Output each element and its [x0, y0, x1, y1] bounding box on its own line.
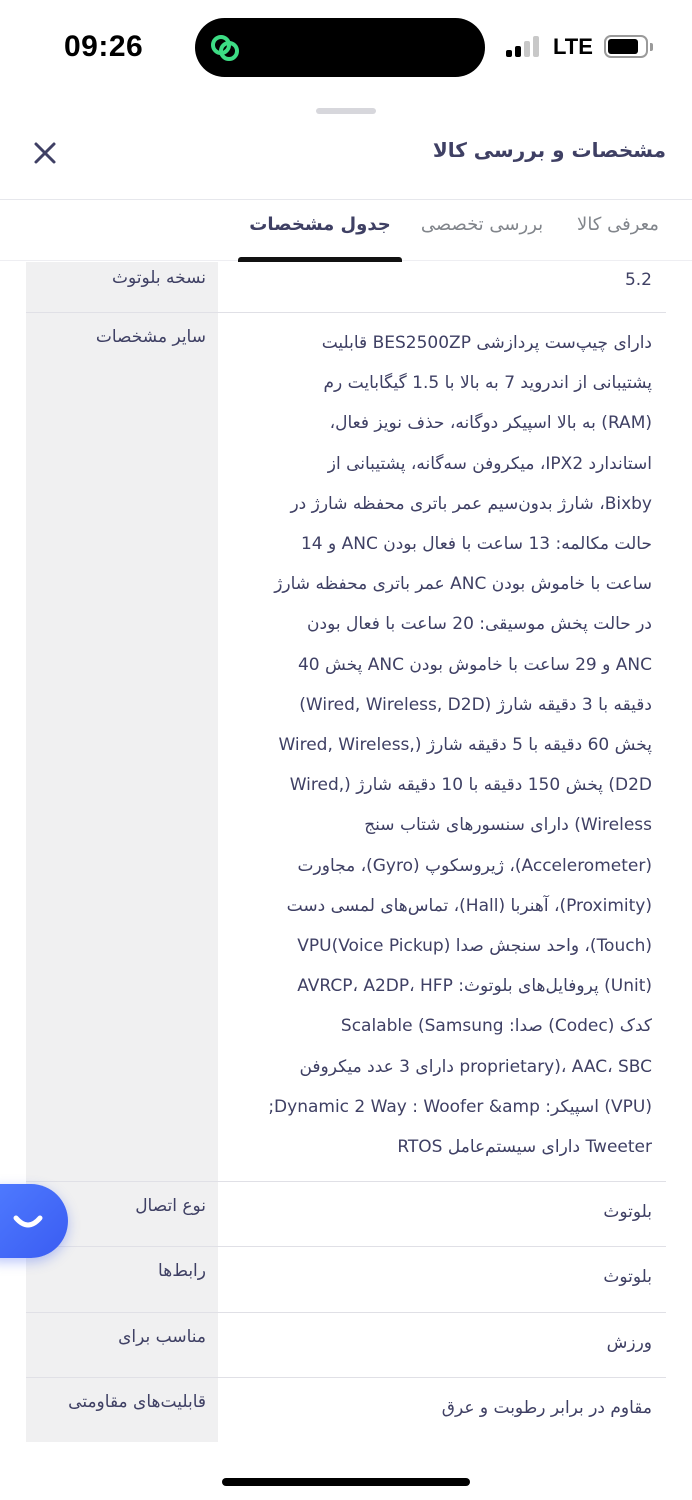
spec-value: ورزش [606, 1332, 652, 1353]
spec-value-line: کدک (Codec) صدا: Scalable (Samsung [340, 1016, 652, 1037]
spec-value-line: ANC و 29 ساعت با خاموش بودن ANC پخش 40 [297, 654, 652, 675]
status-bar [0, 0, 692, 95]
spec-row-resistance [26, 1378, 666, 1442]
tab-label: معرفی کالا [577, 214, 659, 235]
spec-value-line: proprietary)، AAC، SBC دارای 3 عدد میکروفن [299, 1056, 652, 1077]
spec-value-line: D2D) پخش 150 دقیقه با 10 دقیقه شارژ (,Wired [289, 775, 652, 796]
spec-row-bluetooth-version [26, 262, 666, 313]
spec-value: بلوتوث [603, 1202, 652, 1223]
spec-value-line: دارای چیپ‌ست پردازشی BES2500ZP قابلیت [321, 333, 652, 353]
spec-key: قابلیت‌های مقاومتی [26, 1378, 218, 1442]
spec-value-line: استاندارد IPX2، میکروفن سه‌گانه، پشتیبانی از [327, 453, 652, 474]
spec-value: مقاوم در برابر رطوبت و عرق [441, 1397, 652, 1418]
spec-table [26, 262, 666, 1442]
spec-value-line: دقیقه با 3 دقیقه شارژ (Wired, Wireless, D2D) [299, 694, 652, 715]
tab-expert-review[interactable] [412, 201, 552, 261]
spec-value-line: ساعت با خاموش بودن ANC عمر باتری محفظه شارژ [274, 574, 652, 595]
status-time: 09:26 [64, 30, 144, 63]
home-indicator[interactable] [222, 1478, 470, 1486]
spec-value-line: Tweeter دارای سیستم‌عامل RTOS [397, 1137, 652, 1158]
spec-value-line: Wireless) دارای سنسورهای شتاب سنج [364, 815, 652, 836]
spec-value-line: (Touch)، واحد سنجش صدا (VPU(Voice Pickup [297, 936, 652, 957]
tab-specifications[interactable] [238, 201, 402, 261]
spec-row-connection-type [26, 1182, 666, 1247]
spec-value-line: (Proximity)، آهنربا (Hall)، تماس‌های لمسی دست [286, 895, 652, 916]
tab-label: جدول مشخصات [249, 214, 391, 235]
spec-value-line: در حالت پخش موسیقی: 20 ساعت با فعال بودن [307, 614, 652, 635]
spec-key: سایر مشخصات [26, 313, 218, 1181]
spec-value-line: پخش 60 دقیقه با 5 دقیقه شارژ (,Wired, Wireless [278, 735, 652, 756]
dynamic-island [195, 18, 485, 77]
spec-key: نسخه بلوتوث [26, 262, 218, 312]
spec-value-line: پشتیبانی از اندروید 7 به بالا با 1.5 گیگابایت رم [323, 373, 652, 394]
cellular-signal-icon [506, 35, 544, 57]
tab-label: بررسی تخصصی [420, 214, 544, 235]
spec-value-line: (VPU) اسپیکر: Dynamic 2 Way : Woofer &amp; [268, 1096, 652, 1117]
link-activity-icon [207, 30, 243, 66]
spec-value-line: (Unit) پروفایل‌های بلوتوث: AVRCP، A2DP، HFP [297, 976, 652, 997]
spec-value-line: (RAM) به بالا اسپیکر دوگانه، حذف نویز فعال، [329, 413, 652, 434]
spec-value-line: حالت مکالمه: 13 ساعت با فعال بودن ANC و 14 [300, 534, 652, 555]
chat-smile-icon [12, 1206, 44, 1236]
spec-row-interfaces [26, 1247, 666, 1312]
tab-introduction[interactable] [562, 201, 674, 261]
sheet-grabber[interactable] [316, 108, 376, 114]
close-icon[interactable] [28, 136, 62, 170]
spec-key: نوع اتصال [26, 1182, 218, 1246]
spec-value: 5.2 [624, 270, 652, 290]
sheet-title: مشخصات و بررسی کالا [432, 138, 666, 162]
spec-value-line: (Accelerometer)، ژیروسکوپ (Gyro)، مجاورت [297, 855, 652, 876]
tab-bar [0, 201, 692, 261]
battery-icon [604, 35, 648, 58]
spec-key: رابط‌ها [26, 1247, 218, 1311]
spec-row-other-specs [26, 313, 666, 1182]
spec-value-line: Bixby، شارژ بدون‌سیم عمر باتری محفظه شارژ در [290, 493, 652, 514]
network-type: LTE [553, 34, 593, 59]
spec-key: مناسب برای [26, 1313, 218, 1377]
spec-row-suitable-for [26, 1313, 666, 1378]
sheet-header [0, 120, 692, 200]
spec-value: بلوتوث [603, 1267, 652, 1288]
spec-value-multiline [218, 313, 666, 1181]
